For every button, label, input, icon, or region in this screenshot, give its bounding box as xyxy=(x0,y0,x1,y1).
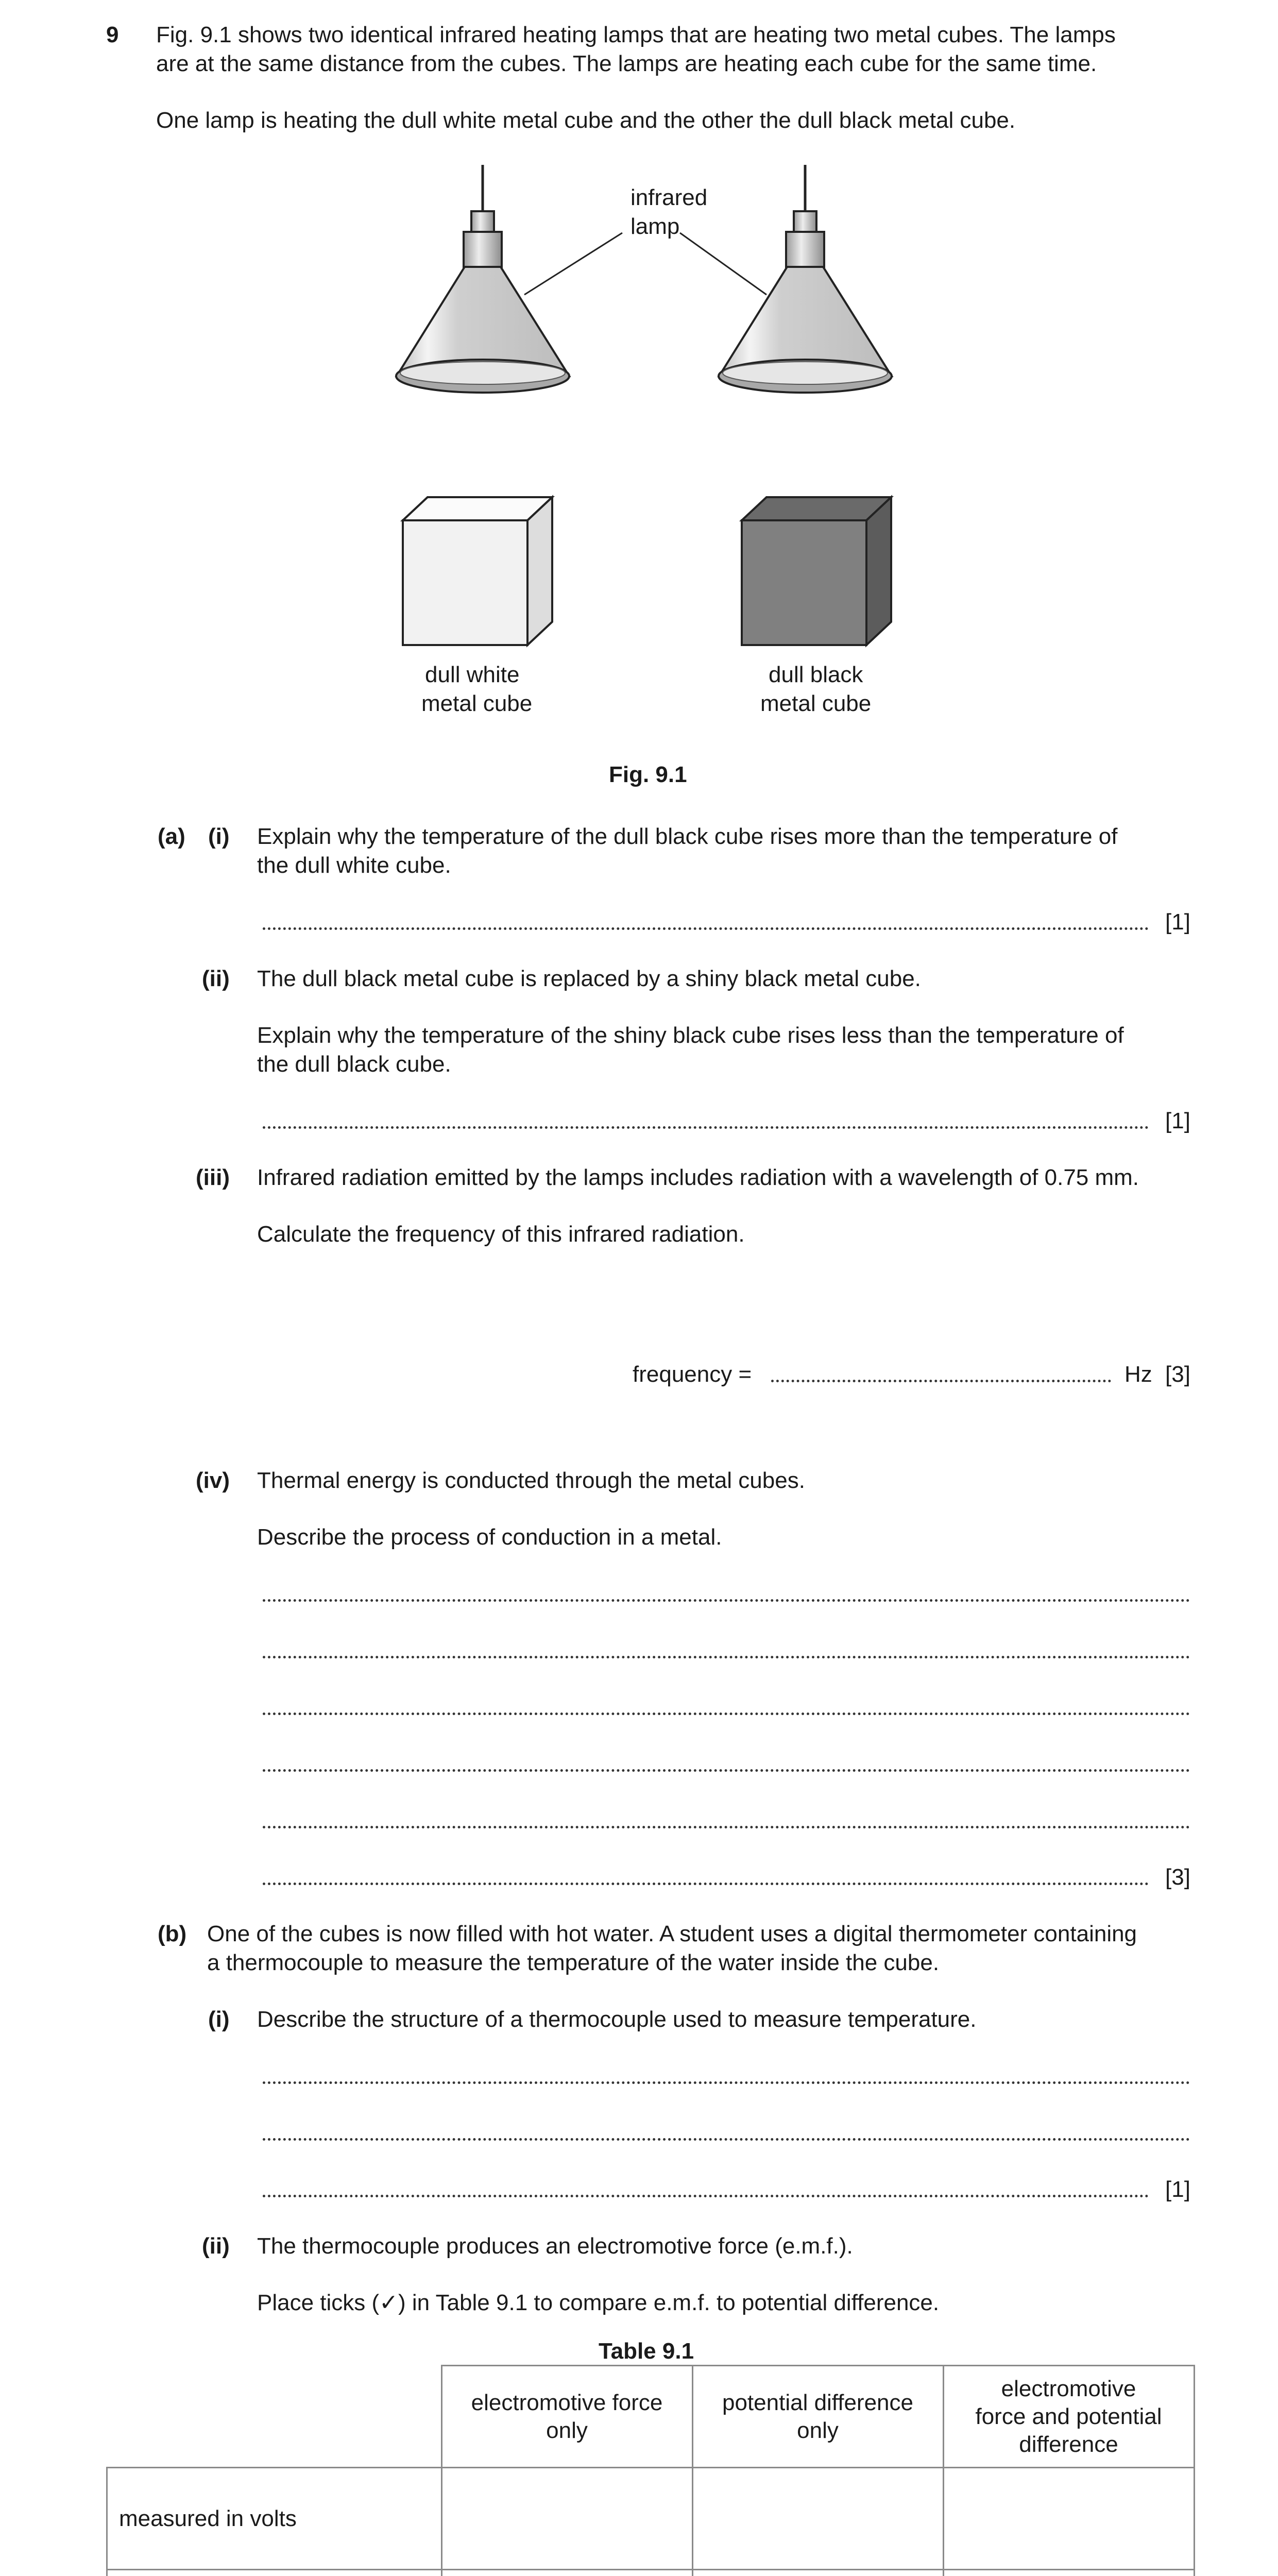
marks: [1] xyxy=(1165,2177,1190,2202)
frequency-unit: Hz xyxy=(1124,1362,1152,1387)
dull-black-cube xyxy=(742,497,891,645)
part-a-ii-label: (ii) xyxy=(202,966,230,991)
frequency-answer-line[interactable] xyxy=(771,1380,1111,1382)
frequency-answer-label: frequency = xyxy=(633,1362,752,1387)
lamp-label-leader-left xyxy=(524,233,622,295)
part-b-line-1: One of the cubes is now filled with hot water. A student uses a digital thermometer containing xyxy=(207,1921,1137,1946)
answer-line[interactable] xyxy=(263,1826,1190,1828)
part-a-label: (a) xyxy=(158,824,185,849)
tick-cell-emf[interactable] xyxy=(441,2468,692,2570)
marks: [1] xyxy=(1165,909,1190,935)
part-a-iv-text-2: Describe the process of conduction in a metal. xyxy=(257,1524,722,1550)
part-a-iv-label: (iv) xyxy=(196,1468,230,1493)
lamp-label-line-2: lamp xyxy=(631,214,680,239)
header-text: force and potential xyxy=(975,2403,1162,2429)
part-a-iv-text-1: Thermal energy is conducted through the metal cubes. xyxy=(257,1468,805,1493)
question-number: 9 xyxy=(106,22,119,47)
part-b-line-2: a thermocouple to measure the temperature of the water inside the cube. xyxy=(207,1950,940,1975)
part-a-iii-text-1: Infrared radiation emitted by the lamps includes radiation with a wavelength of 0.75 mm. xyxy=(257,1165,1139,1190)
part-b-i-label: (i) xyxy=(208,2007,230,2032)
answer-line[interactable] xyxy=(263,1599,1190,1602)
black-cube-label-line-1: dull black xyxy=(769,662,863,687)
answer-line[interactable] xyxy=(263,927,1149,930)
tick-cell-both[interactable] xyxy=(943,2468,1194,2570)
answer-line[interactable] xyxy=(263,1126,1149,1129)
white-cube-label-line-2: metal cube xyxy=(421,691,533,716)
part-a-iii-label: (iii) xyxy=(196,1165,230,1190)
table-row xyxy=(107,2570,1195,2576)
table-9-1 xyxy=(106,2365,1195,2576)
part-b-i-text: Describe the structure of a thermocouple used to measure temperature. xyxy=(257,2007,977,2032)
marks: [3] xyxy=(1165,1362,1190,1387)
answer-line[interactable] xyxy=(263,2138,1190,2141)
header-text: only xyxy=(546,2417,588,2443)
tick-cell-pd[interactable] xyxy=(692,2570,943,2576)
figure-caption: Fig. 9.1 xyxy=(609,762,687,787)
part-a-i-label: (i) xyxy=(208,824,230,849)
header-text: difference xyxy=(1019,2431,1118,2457)
tick-cell-pd[interactable] xyxy=(692,2468,943,2570)
dull-white-cube xyxy=(403,497,552,645)
lamp-label-leader-right xyxy=(680,233,766,295)
header-text: electromotive xyxy=(1001,2376,1136,2401)
part-b-label: (b) xyxy=(158,1921,187,1946)
row-label-text: measured in volts xyxy=(119,2505,297,2531)
part-a-i-line-2: the dull white cube. xyxy=(257,853,451,878)
answer-line[interactable] xyxy=(263,1769,1190,1772)
part-a-iii-text-2: Calculate the frequency of this infrared radiation. xyxy=(257,1222,745,1247)
table-header-both xyxy=(943,2366,1194,2468)
tick-cell-both[interactable] xyxy=(943,2570,1194,2576)
intro-line-1: Fig. 9.1 shows two identical infrared heating lamps that are heating two metal cubes. The lamps xyxy=(156,22,1116,47)
part-a-ii-line-2: the dull black cube. xyxy=(257,1052,451,1077)
table-corner-cell xyxy=(107,2366,442,2468)
part-b-ii-text-2: Place ticks (✓) in Table 9.1 to compare e.m.f. to potential difference. xyxy=(257,2290,940,2315)
marks: [3] xyxy=(1165,1865,1190,1890)
answer-line[interactable] xyxy=(263,1883,1149,1885)
figure-9-1 xyxy=(381,160,938,732)
answer-line[interactable] xyxy=(263,1713,1190,1715)
table-title: Table 9.1 xyxy=(599,2338,694,2364)
header-text: potential difference xyxy=(722,2389,913,2415)
marks: [1] xyxy=(1165,1108,1190,1133)
answer-line[interactable] xyxy=(263,2081,1190,2084)
lamp-label-line-1: infrared xyxy=(631,185,708,210)
part-b-ii-label: (ii) xyxy=(202,2233,230,2259)
intro-line-2: are at the same distance from the cubes. The lamps are heating each cube for the same time. xyxy=(156,51,1097,76)
table-header-emf-only xyxy=(441,2366,692,2468)
table-row xyxy=(107,2468,1195,2570)
header-text: electromotive force xyxy=(471,2389,663,2415)
left-infrared-lamp xyxy=(396,165,569,393)
answer-line[interactable] xyxy=(263,1656,1190,1658)
black-cube-label-line-2: metal cube xyxy=(760,691,872,716)
white-cube-label-line-1: dull white xyxy=(425,662,520,687)
part-b-ii-text-1: The thermocouple produces an electromotive force (e.m.f.). xyxy=(257,2233,853,2259)
part-a-ii-line-1: Explain why the temperature of the shiny black cube rises less than the temperature of xyxy=(257,1023,1124,1048)
intro-paragraph-2: One lamp is heating the dull white metal cube and the other the dull black metal cube. xyxy=(156,108,1016,133)
row-label-volts xyxy=(107,2468,442,2570)
answer-line[interactable] xyxy=(263,2195,1149,2197)
header-text: only xyxy=(797,2417,839,2443)
table-header-pd-only xyxy=(692,2366,943,2468)
part-a-ii-text-1: The dull black metal cube is replaced by a shiny black metal cube. xyxy=(257,966,921,991)
row-label-voltmeter xyxy=(107,2570,442,2576)
part-a-i-line-1: Explain why the temperature of the dull black cube rises more than the temperature of xyxy=(257,824,1118,849)
tick-cell-emf[interactable] xyxy=(441,2570,692,2576)
